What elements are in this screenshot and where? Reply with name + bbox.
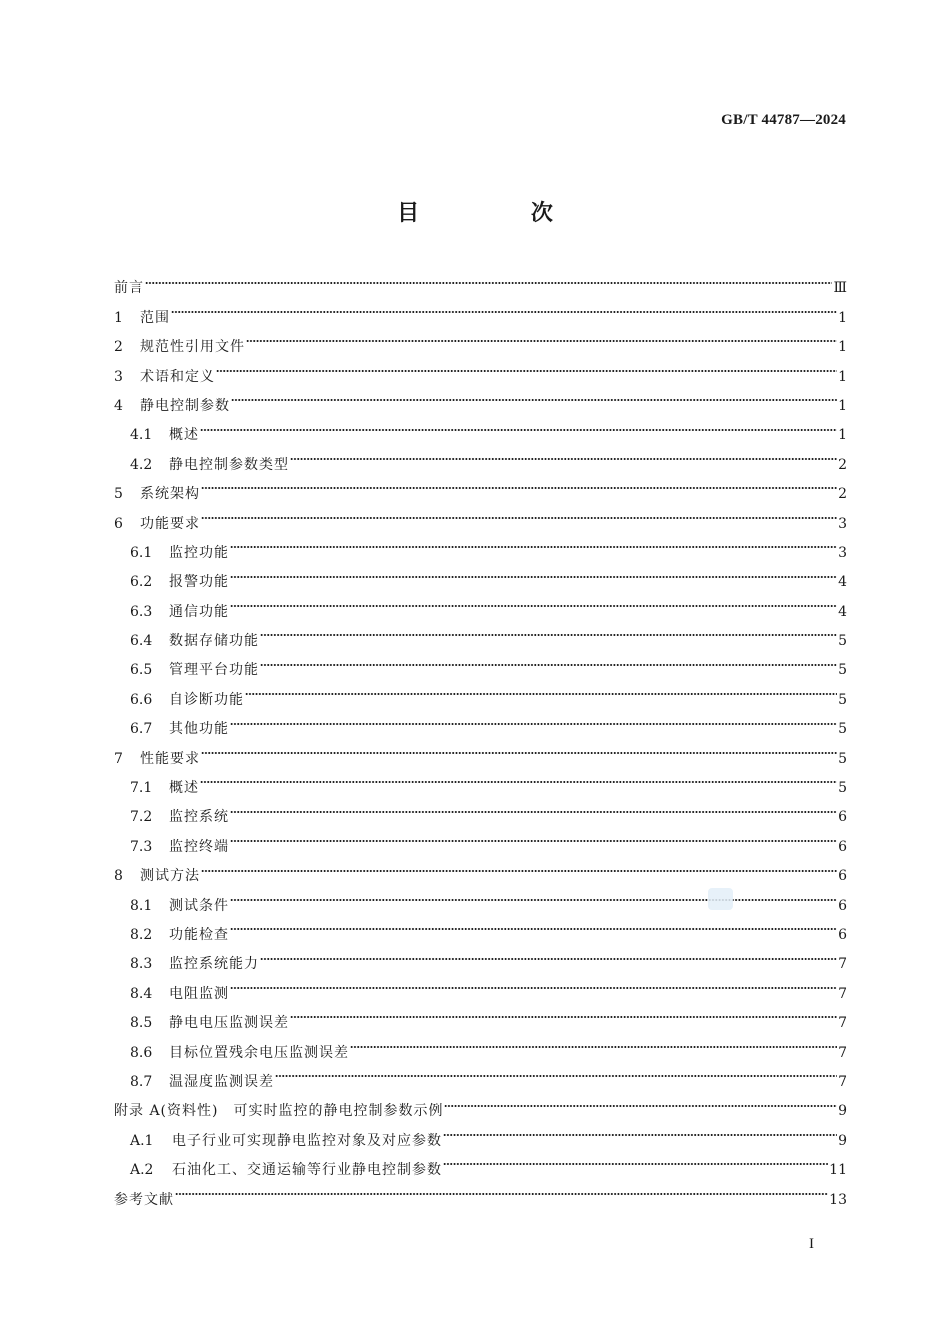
toc-leader-dots xyxy=(246,334,837,348)
toc-entry-number: 7.3 xyxy=(130,838,153,855)
toc-entry-label: 功能检查 xyxy=(169,926,229,943)
toc-entry[interactable] xyxy=(114,415,847,444)
toc-entry-page: 7 xyxy=(838,956,847,973)
toc-entry-page: 9 xyxy=(838,1132,847,1149)
toc-entry-label: 系统架构 xyxy=(140,486,200,503)
toc-entry-page: 2 xyxy=(838,456,847,473)
toc-leader-dots xyxy=(201,746,837,760)
toc-entry-number: 8 xyxy=(114,868,123,885)
toc-entry-page: 1 xyxy=(838,368,847,385)
toc-entry-page: 1 xyxy=(838,397,847,414)
toc-leader-dots xyxy=(245,687,837,701)
toc-entry-page: 3 xyxy=(838,544,847,561)
toc-entry-label: 温湿度监测误差 xyxy=(169,1073,274,1090)
toc-leader-dots xyxy=(444,1099,837,1113)
toc-leader-dots xyxy=(216,364,837,378)
toc-entry-label: 测试条件 xyxy=(169,897,229,914)
toc-entry-label: 术语和定义 xyxy=(140,368,215,385)
toc-entry[interactable] xyxy=(114,474,847,503)
toc-entry[interactable] xyxy=(114,915,847,944)
toc-leader-dots xyxy=(171,305,837,319)
toc-entry[interactable] xyxy=(114,386,847,415)
toc-leader-dots xyxy=(350,1040,837,1054)
toc-entry[interactable] xyxy=(114,826,847,855)
toc-entry-label: 自诊断功能 xyxy=(169,691,244,708)
toc-entry-number: 3 xyxy=(114,368,123,385)
toc-entry-label: 监控系统 xyxy=(169,809,229,826)
toc-entry[interactable] xyxy=(114,679,847,708)
toc-entry-label: 通信功能 xyxy=(169,603,229,620)
toc-entry-label: 电子行业可实现静电监控对象及对应参数 xyxy=(172,1132,442,1149)
toc-entry[interactable] xyxy=(114,1120,847,1149)
toc-entry-label: 管理平台功能 xyxy=(169,662,259,679)
toc-entry-number: 7 xyxy=(114,750,123,767)
toc-entry-page: 1 xyxy=(838,309,847,326)
toc-entry-label: 功能要求 xyxy=(140,515,200,532)
toc-leader-dots xyxy=(200,775,837,789)
toc-entry[interactable] xyxy=(114,650,847,679)
toc-entry-label: 概述 xyxy=(169,780,199,797)
toc-leader-dots xyxy=(201,511,837,525)
page-number: I xyxy=(809,1236,814,1252)
toc-entry-label: 规范性引用文件 xyxy=(140,339,245,356)
toc-leader-dots xyxy=(145,276,832,290)
toc-list xyxy=(114,268,847,1209)
toc-entry[interactable] xyxy=(114,327,847,356)
toc-entry[interactable] xyxy=(114,591,847,620)
toc-entry-number: A.1 xyxy=(130,1132,154,1149)
toc-leader-dots xyxy=(201,864,837,878)
toc-entry[interactable] xyxy=(114,797,847,826)
toc-entry-label: 石油化工、交通运输等行业静电控制参数 xyxy=(172,1162,442,1179)
toc-entry[interactable] xyxy=(114,944,847,973)
toc-entry-page: 7 xyxy=(838,1044,847,1061)
toc-entry-number: 4.1 xyxy=(130,427,153,444)
toc-entry[interactable] xyxy=(114,356,847,385)
toc-entry-label: 目标位置残余电压监测误差 xyxy=(169,1044,349,1061)
toc-entry-page: 7 xyxy=(838,985,847,1002)
toc-entry[interactable] xyxy=(114,709,847,738)
toc-entry-number: 2 xyxy=(114,339,123,356)
toc-entry-page: 13 xyxy=(829,1191,847,1208)
toc-leader-dots xyxy=(230,922,837,936)
toc-entry-page: 5 xyxy=(838,662,847,679)
toc-entry[interactable] xyxy=(114,562,847,591)
toc-leader-dots xyxy=(290,1010,837,1024)
toc-entry[interactable] xyxy=(114,621,847,650)
toc-leader-dots xyxy=(201,481,837,495)
toc-entry-number: 6.3 xyxy=(130,603,153,620)
toc-entry-number: 7.1 xyxy=(130,780,153,797)
toc-entry-label: 监控终端 xyxy=(169,838,229,855)
toc-leader-dots xyxy=(230,981,837,995)
toc-entry[interactable] xyxy=(114,1032,847,1061)
toc-leader-dots xyxy=(290,452,837,466)
toc-entry[interactable] xyxy=(114,533,847,562)
toc-entry-page: 6 xyxy=(838,838,847,855)
toc-entry-page: 4 xyxy=(838,603,847,620)
toc-leader-dots xyxy=(275,1069,837,1083)
toc-entry-page: 5 xyxy=(838,750,847,767)
toc-entry-page: 3 xyxy=(838,515,847,532)
toc-entry-page: 5 xyxy=(838,691,847,708)
toc-leader-dots xyxy=(230,805,837,819)
toc-entry-page: 9 xyxy=(838,1103,847,1120)
toc-leader-dots xyxy=(230,893,837,907)
standard-code: GB/T 44787—2024 xyxy=(721,112,846,128)
toc-entry-number: 4 xyxy=(114,397,123,414)
toc-entry-page: 6 xyxy=(838,809,847,826)
toc-entry-label: 附录 A(资料性) 可实时监控的静电控制参数示例 xyxy=(114,1103,444,1120)
toc-entry-page: 1 xyxy=(838,339,847,356)
toc-entry-number: 5 xyxy=(114,486,123,503)
toc-entry-page: 6 xyxy=(838,897,847,914)
toc-entry-number: 7.2 xyxy=(130,809,153,826)
toc-entry-page: 7 xyxy=(838,1015,847,1032)
toc-entry-number: A.2 xyxy=(130,1162,154,1179)
toc-entry-number: 6.7 xyxy=(130,721,153,738)
toc-leader-dots xyxy=(231,393,837,407)
toc-entry-number: 6.5 xyxy=(130,662,153,679)
toc-leader-dots xyxy=(230,570,837,584)
toc-entry[interactable] xyxy=(114,973,847,1002)
toc-entry[interactable] xyxy=(114,503,847,532)
toc-entry-page: Ⅲ xyxy=(833,280,847,297)
toc-entry-label: 电阻监测 xyxy=(169,985,229,1002)
toc-leader-dots xyxy=(200,423,837,437)
toc-entry[interactable] xyxy=(114,1179,847,1208)
toc-entry-label: 静电控制参数 xyxy=(140,397,230,414)
toc-entry-label: 监控系统能力 xyxy=(169,956,259,973)
toc-entry[interactable] xyxy=(114,738,847,767)
toc-entry-number: 8.2 xyxy=(130,926,153,943)
toc-entry-label: 静电控制参数类型 xyxy=(169,456,289,473)
toc-entry-number: 4.2 xyxy=(130,456,153,473)
toc-entry-label: 其他功能 xyxy=(169,721,229,738)
toc-leader-dots xyxy=(260,628,837,642)
toc-entry-number: 6.6 xyxy=(130,691,153,708)
toc-entry-number: 1 xyxy=(114,309,123,326)
toc-entry[interactable] xyxy=(114,885,847,914)
toc-leader-dots xyxy=(443,1128,837,1142)
toc-entry-label: 前言 xyxy=(114,280,144,297)
toc-entry-number: 6.4 xyxy=(130,633,153,650)
toc-entry-page: 11 xyxy=(829,1162,847,1179)
toc-entry-number: 6.2 xyxy=(130,574,153,591)
toc-entry-page: 7 xyxy=(838,1073,847,1090)
toc-entry[interactable] xyxy=(114,768,847,797)
toc-entry-label: 数据存储功能 xyxy=(169,633,259,650)
toc-entry-label: 参考文献 xyxy=(114,1191,174,1208)
toc-entry[interactable] xyxy=(114,444,847,473)
toc-entry-page: 6 xyxy=(838,868,847,885)
toc-entry-label: 范围 xyxy=(140,309,170,326)
toc-entry[interactable] xyxy=(114,1062,847,1091)
toc-entry-page: 4 xyxy=(838,574,847,591)
toc-entry-number: 8.1 xyxy=(130,897,153,914)
toc-entry-page: 1 xyxy=(838,427,847,444)
toc-entry[interactable] xyxy=(114,1150,847,1179)
toc-entry-label: 监控功能 xyxy=(169,544,229,561)
toc-leader-dots xyxy=(443,1157,828,1171)
toc-entry-number: 8.6 xyxy=(130,1044,153,1061)
toc-entry[interactable] xyxy=(114,856,847,885)
toc-entry-page: 2 xyxy=(838,486,847,503)
toc-entry-label: 报警功能 xyxy=(169,574,229,591)
toc-title: 目 次 xyxy=(397,200,605,226)
toc-entry-label: 静电电压监测误差 xyxy=(169,1015,289,1032)
toc-entry-number: 8.4 xyxy=(130,985,153,1002)
watermark-badge xyxy=(708,888,733,910)
toc-entry[interactable] xyxy=(114,1003,847,1032)
toc-entry-label: 性能要求 xyxy=(140,750,200,767)
toc-leader-dots xyxy=(230,599,837,613)
toc-entry[interactable] xyxy=(114,1091,847,1120)
toc-entry-page: 5 xyxy=(838,633,847,650)
toc-entry[interactable] xyxy=(114,297,847,326)
toc-leader-dots xyxy=(260,952,837,966)
toc-entry-number: 8.3 xyxy=(130,956,153,973)
toc-entry-label: 概述 xyxy=(169,427,199,444)
toc-entry-number: 6.1 xyxy=(130,544,153,561)
toc-entry-page: 5 xyxy=(838,721,847,738)
toc-entry-number: 8.5 xyxy=(130,1015,153,1032)
toc-entry[interactable] xyxy=(114,268,847,297)
toc-entry-page: 5 xyxy=(838,780,847,797)
toc-leader-dots xyxy=(230,540,837,554)
toc-entry-page: 6 xyxy=(838,926,847,943)
toc-leader-dots xyxy=(260,658,837,672)
toc-entry-number: 8.7 xyxy=(130,1073,153,1090)
toc-leader-dots xyxy=(175,1187,828,1201)
toc-entry-number: 6 xyxy=(114,515,123,532)
toc-leader-dots xyxy=(230,834,837,848)
toc-entry-label: 测试方法 xyxy=(140,868,200,885)
toc-leader-dots xyxy=(230,717,837,731)
